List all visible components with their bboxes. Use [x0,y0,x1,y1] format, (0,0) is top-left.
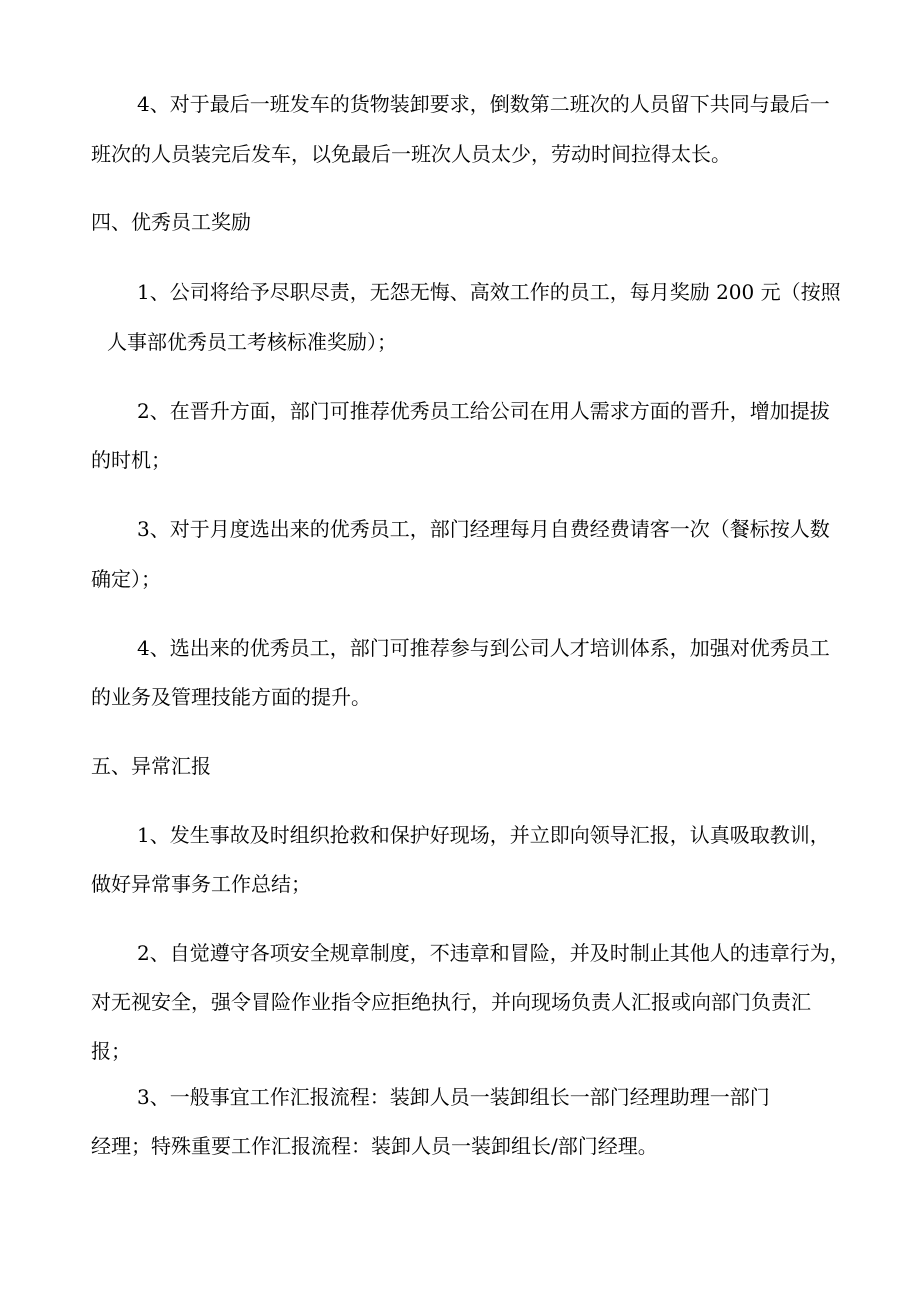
paragraph-line: 报； [91,1039,131,1063]
paragraph-line: 4、选出来的优秀员工，部门可推荐参与到公司人才培训体系，加强对优秀员工 [137,636,830,660]
section-heading: 四、优秀员工奖励 [91,210,251,234]
paragraph-line: 3、对于月度选出来的优秀员工，部门经理每月自费经费请客一次（餐标按人数 [137,517,830,541]
paragraph-line: 班次的人员装完后发车，以免最后一班次人员太少，劳动时间拉得太长。 [91,142,731,166]
paragraph-line: 经理；特殊重要工作汇报流程：装卸人员一装卸组长/部门经理。 [91,1134,658,1158]
paragraph-line: 1、公司将给予尽职尽责，无怨无悔、高效工作的员工，每月奖励 200 元（按照 [137,280,841,304]
paragraph-line: 2、在晋升方面，部门可推荐优秀员工给公司在用人需求方面的晋升，增加提拔 [137,399,830,423]
paragraph-line: 做好异常事务工作总结； [91,872,311,896]
section-heading: 五、异常汇报 [91,754,211,778]
paragraph-line: 3、一般事宜工作汇报流程：装卸人员一装卸组长一部门经理助理一部门 [137,1085,770,1109]
paragraph-line: 4、对于最后一班发车的货物装卸要求，倒数第二班次的人员留下共同与最后一 [137,92,830,116]
paragraph-line: 确定）； [91,567,161,591]
paragraph-line: 2、自觉遵守各项安全规章制度，不违章和冒险，并及时制止其他人的违章行为， [137,941,850,965]
paragraph-line: 人事部优秀员工考核标准奖励）； [107,330,397,354]
paragraph-line: 的业务及管理技能方面的提升。 [91,685,371,709]
paragraph-line: 对无视安全，强令冒险作业指令应拒绝执行，并向现场负责人汇报或向部门负责汇 [91,990,811,1014]
paragraph-line: 1、发生事故及时组织抢救和保护好现场，并立即向领导汇报，认真吸取教训， [137,823,830,847]
paragraph-line: 的时机； [91,448,171,472]
